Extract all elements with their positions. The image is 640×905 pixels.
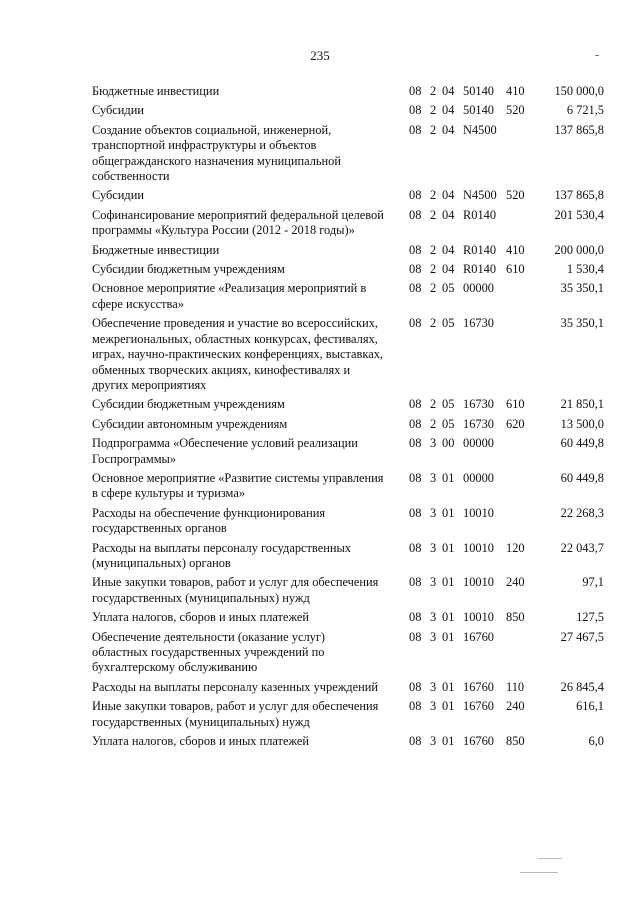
code-chapter: 08 — [409, 629, 422, 644]
code-target: 50140 — [463, 84, 494, 98]
code-chapter: 08 — [409, 734, 422, 749]
table-row — [0, 680, 640, 695]
code-program: 2 — [430, 84, 437, 98]
row-description: Обеспечение деятельности (оказание услуг) областных государственных учреждений по бухгалтерскому обслуживанию — [92, 629, 326, 675]
code-chapter: 08 — [409, 207, 422, 222]
code-expense-type: 410 — [506, 242, 525, 257]
row-description: Основное мероприятие «Реализация мероприятий в сфере искусства» — [92, 281, 367, 311]
code-program: 2 — [430, 416, 437, 431]
code-target: 10010 — [463, 540, 494, 555]
code-program: 2 — [430, 122, 437, 137]
row-description: Расходы на обеспечение функционирования государственных органов — [92, 505, 326, 536]
row-amount: 22 268,3 — [560, 505, 604, 520]
code-target: 10010 — [463, 505, 494, 520]
row-amount: 21 850,1 — [560, 397, 604, 412]
code-expense-type: 850 — [506, 734, 525, 749]
row-amount: 60 449,8 — [560, 470, 604, 485]
code-program: 2 — [430, 316, 437, 331]
table-row — [0, 262, 640, 277]
row-amount: 1 530,4 — [566, 262, 604, 277]
row-description: Субсидии бюджетным учреждениям — [92, 397, 285, 412]
code-program: 2 — [430, 188, 437, 203]
code-subprogram: 04 — [442, 262, 455, 277]
row-description: Обеспечение проведения и участие во всероссийских, межрегиональных, областных конкурсах, фестивалях, играх, научно-практических конференциях, выставках, обменных творческих акциях, кинофестивалях и других мероприятиях — [92, 316, 384, 392]
table-row — [0, 243, 640, 258]
code-target: R0140 — [463, 242, 497, 257]
code-subprogram: 04 — [442, 122, 455, 137]
code-target: 16730 — [463, 316, 494, 331]
table-row — [0, 506, 640, 537]
code-chapter: 08 — [409, 281, 422, 296]
table-row — [0, 734, 640, 749]
code-chapter: 08 — [409, 316, 422, 331]
code-target: 10010 — [463, 610, 494, 625]
code-chapter: 08 — [409, 188, 422, 203]
row-description: Уплата налогов, сборов и иных платежей — [92, 734, 310, 749]
row-amount: 97,1 — [582, 575, 604, 590]
code-target: 16760 — [463, 679, 494, 694]
code-subprogram: 00 — [442, 436, 455, 451]
row-description: Субсидии — [92, 188, 144, 203]
row-description: Софинансирование мероприятий федеральной целевой программы «Культура России (2012 - 2018 годы)» — [92, 207, 384, 238]
row-description: Основное мероприятие «Развитие системы управления в сфере культуры и туризма» — [92, 470, 384, 501]
code-chapter: 08 — [409, 103, 422, 118]
code-program: 3 — [430, 699, 437, 714]
code-target: N4500 — [463, 122, 497, 137]
code-program: 2 — [430, 103, 437, 118]
row-description: Субсидии бюджетным учреждениям — [92, 262, 285, 277]
code-subprogram: 04 — [442, 207, 455, 222]
code-target: R0140 — [463, 207, 497, 222]
code-subprogram: 01 — [442, 629, 455, 644]
budget-table — [0, 84, 640, 753]
code-expense-type: 610 — [506, 397, 525, 412]
code-target: 16760 — [463, 734, 494, 749]
row-description: Уплата налогов, сборов и иных платежей — [92, 610, 310, 625]
row-description: Создание объектов социальной, инженерной, транспортной инфраструктуры и объектов общегражданского назначения муниципальной собственности — [92, 122, 342, 184]
code-target: 00000 — [463, 436, 494, 451]
table-row — [0, 103, 640, 118]
code-chapter: 08 — [409, 436, 422, 451]
code-subprogram: 01 — [442, 610, 455, 625]
code-chapter: 08 — [409, 699, 422, 714]
code-program: 3 — [430, 734, 437, 749]
row-description: Иные закупки товаров, работ и услуг для обеспечения государственных (муниципальных) нужд — [92, 575, 379, 605]
code-program: 3 — [430, 629, 437, 644]
code-subprogram: 01 — [442, 699, 455, 714]
row-amount: 22 043,7 — [560, 540, 604, 555]
code-target: 16760 — [463, 629, 494, 644]
row-description: Расходы на выплаты персоналу казенных учреждений — [92, 679, 378, 694]
table-row — [0, 123, 640, 185]
code-subprogram: 01 — [442, 470, 455, 485]
code-chapter: 08 — [409, 416, 422, 431]
code-chapter: 08 — [409, 505, 422, 520]
scan-artifact — [520, 872, 558, 873]
table-row — [0, 575, 640, 606]
code-chapter: 08 — [409, 679, 422, 694]
table-row — [0, 471, 640, 502]
row-amount: 150 000,0 — [554, 84, 604, 98]
row-amount: 201 530,4 — [554, 207, 604, 222]
code-expense-type: 610 — [506, 262, 525, 277]
code-chapter: 08 — [409, 84, 422, 98]
code-program: 3 — [430, 575, 437, 590]
code-subprogram: 01 — [442, 679, 455, 694]
code-target: 50140 — [463, 103, 494, 118]
row-amount: 13 500,0 — [560, 416, 604, 431]
code-subprogram: 01 — [442, 575, 455, 590]
code-program: 2 — [430, 281, 437, 296]
code-program: 3 — [430, 679, 437, 694]
code-program: 3 — [430, 470, 437, 485]
code-program: 3 — [430, 505, 437, 520]
row-amount: 26 845,4 — [560, 679, 604, 694]
code-subprogram: 04 — [442, 103, 455, 118]
code-expense-type: 620 — [506, 416, 525, 431]
code-program: 3 — [430, 436, 437, 451]
code-chapter: 08 — [409, 610, 422, 625]
code-expense-type: 240 — [506, 699, 525, 714]
code-chapter: 08 — [409, 262, 422, 277]
table-row — [0, 208, 640, 239]
row-description: Подпрограмма «Обеспечение условий реализации Госпрограммы» — [92, 436, 358, 466]
code-program: 2 — [430, 242, 437, 257]
page-number: 235 — [310, 48, 330, 63]
row-description: Расходы на выплаты персоналу государственных (муниципальных) органов — [92, 540, 351, 570]
row-amount: 35 350,1 — [560, 281, 604, 296]
code-subprogram: 05 — [442, 316, 455, 331]
row-description: Субсидии — [92, 103, 144, 118]
row-amount: 6 721,5 — [566, 103, 604, 118]
code-program: 3 — [430, 540, 437, 555]
table-row — [0, 84, 640, 99]
code-target: 16730 — [463, 397, 494, 412]
code-program: 2 — [430, 397, 437, 412]
code-chapter: 08 — [409, 242, 422, 257]
code-subprogram: 05 — [442, 416, 455, 431]
table-row — [0, 610, 640, 625]
code-program: 2 — [430, 207, 437, 222]
row-amount: 137 865,8 — [554, 188, 604, 203]
row-amount: 137 865,8 — [554, 122, 604, 137]
code-target: R0140 — [463, 262, 497, 277]
code-chapter: 08 — [409, 540, 422, 555]
code-subprogram: 04 — [442, 84, 455, 98]
row-description: Субсидии автономным учреждениям — [92, 416, 288, 431]
scan-mark — [595, 55, 599, 56]
code-expense-type: 410 — [506, 84, 525, 98]
code-chapter: 08 — [409, 575, 422, 590]
code-expense-type: 850 — [506, 610, 525, 625]
table-row — [0, 316, 640, 393]
row-amount: 35 350,1 — [560, 316, 604, 331]
code-chapter: 08 — [409, 122, 422, 137]
table-row — [0, 699, 640, 730]
row-description: Бюджетные инвестиции — [92, 84, 220, 98]
row-amount: 127,5 — [576, 610, 604, 625]
code-expense-type: 520 — [506, 103, 525, 118]
code-expense-type: 520 — [506, 188, 525, 203]
table-row — [0, 281, 640, 312]
row-amount: 60 449,8 — [560, 436, 604, 451]
code-target: 00000 — [463, 470, 494, 485]
row-amount: 200 000,0 — [554, 242, 604, 257]
row-description: Иные закупки товаров, работ и услуг для обеспечения государственных (муниципальных) нужд — [92, 699, 379, 729]
code-subprogram: 05 — [442, 397, 455, 412]
row-description: Бюджетные инвестиции — [92, 242, 220, 257]
code-target: N4500 — [463, 188, 497, 203]
code-program: 3 — [430, 610, 437, 625]
row-amount: 27 467,5 — [560, 629, 604, 644]
table-row — [0, 397, 640, 412]
table-row — [0, 436, 640, 467]
table-row — [0, 417, 640, 432]
code-expense-type: 120 — [506, 540, 525, 555]
scan-artifact — [538, 858, 562, 859]
code-expense-type: 240 — [506, 575, 525, 590]
code-program: 2 — [430, 262, 437, 277]
code-target: 00000 — [463, 281, 494, 296]
code-subprogram: 04 — [442, 242, 455, 257]
table-row — [0, 541, 640, 572]
row-amount: 616,1 — [576, 699, 604, 714]
code-subprogram: 01 — [442, 734, 455, 749]
code-target: 16730 — [463, 416, 494, 431]
table-row — [0, 188, 640, 203]
code-chapter: 08 — [409, 470, 422, 485]
table-row — [0, 630, 640, 676]
code-subprogram: 01 — [442, 505, 455, 520]
code-subprogram: 04 — [442, 188, 455, 203]
code-subprogram: 05 — [442, 281, 455, 296]
code-subprogram: 01 — [442, 540, 455, 555]
code-chapter: 08 — [409, 397, 422, 412]
row-amount: 6,0 — [588, 734, 604, 749]
code-target: 16760 — [463, 699, 494, 714]
code-expense-type: 110 — [506, 679, 525, 694]
code-target: 10010 — [463, 575, 494, 590]
